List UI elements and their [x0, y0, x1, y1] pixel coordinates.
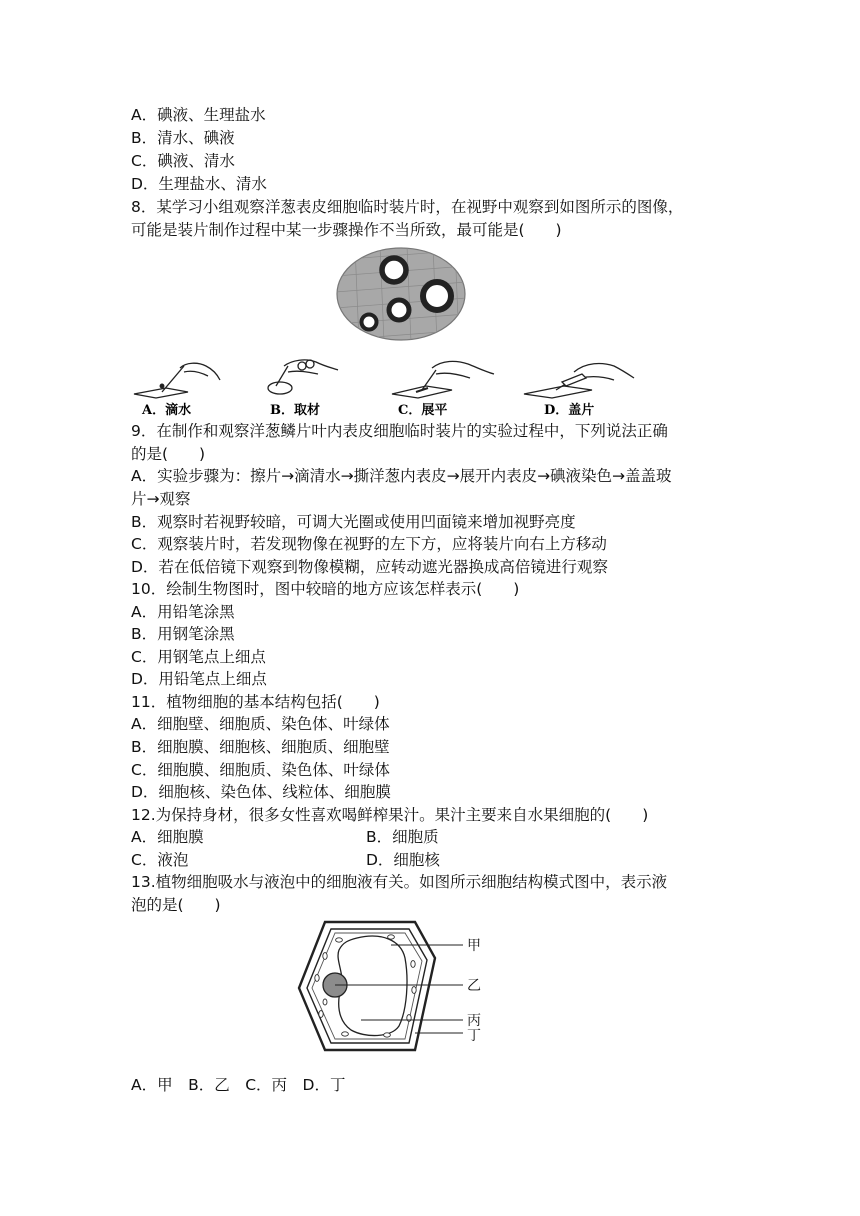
label-bing: 丙: [467, 1013, 481, 1029]
step-a-drip-water-illustration: [134, 363, 220, 398]
step-label-a: A．滴水: [142, 403, 192, 418]
q8-stem-line2: 可能是装片制作过程中某一步骤操作不当所致，最可能是( ): [131, 221, 562, 239]
label-yi: 乙: [467, 978, 481, 994]
q12-stem: 12.为保持身材，很多女性喜欢喝鲜榨果汁。果汁主要来自水果细胞的( ): [131, 806, 649, 824]
q12-option-a: A．细胞膜: [131, 828, 204, 846]
q11-option-a: A．细胞壁、细胞质、染色体、叶绿体: [131, 715, 390, 733]
q12-options-row2: [131, 849, 731, 871]
q10-option-a: A．用铅笔涂黑: [131, 603, 235, 621]
step-label-d: D．盖片: [544, 403, 595, 418]
q12-options-row1: [131, 826, 731, 848]
q9-option-b: B．观察时若视野较暗，可调大光圈或使用凹面镜来增加视野亮度: [131, 513, 576, 531]
step-b-take-material-illustration: [268, 360, 338, 394]
label-ding: 丁: [467, 1028, 481, 1044]
label-jia: 甲: [467, 938, 481, 954]
microscope-view-figure: [335, 246, 467, 342]
steps-figure: [128, 352, 648, 418]
q7-option-d: D．生理盐水、清水: [131, 175, 267, 193]
q9-stem-line1: 9．在制作和观察洋葱鳞片叶内表皮细胞临时装片的实验过程中，下列说法正确: [131, 422, 668, 440]
step-label-c: C．展平: [398, 403, 448, 418]
q12-option-d: D．细胞核: [366, 851, 440, 869]
q11-option-b: B．细胞膜、细胞核、细胞质、细胞壁: [131, 738, 390, 756]
q9-option-c: C．观察装片时，若发现物像在视野的左下方，应将装片向右上方移动: [131, 535, 607, 553]
q11-option-d: D．细胞核、染色体、线粒体、细胞膜: [131, 783, 391, 801]
step-label-b: B．取材: [270, 403, 320, 418]
q13-stem-line2: 泡的是( ): [131, 896, 221, 914]
q9-option-d: D．若在低倍镜下观察到物像模糊，应转动遮光器换成高倍镜进行观察: [131, 558, 608, 576]
q8-stem-line1: 8．某学习小组观察洋葱表皮细胞临时装片时，在视野中观察到如图所示的图像，: [131, 198, 684, 216]
q10-option-b: B．用钢笔涂黑: [131, 625, 235, 643]
q10-option-d: D．用铅笔点上细点: [131, 670, 267, 688]
q11-stem: 11．植物细胞的基本结构包括( ): [131, 693, 380, 711]
q13-options: A．甲 B．乙 C．丙 D．丁: [131, 1076, 346, 1094]
plant-cell-diagram: [295, 918, 495, 1056]
q12-option-b: B．细胞质: [366, 828, 439, 846]
q11-option-c: C．细胞膜、细胞质、染色体、叶绿体: [131, 761, 390, 779]
q9-option-a-line1: A．实验步骤为：擦片→滴清水→撕洋葱内表皮→展开内表皮→碘液染色→盖盖玻: [131, 467, 672, 485]
q7-option-c: C．碘液、清水: [131, 152, 235, 170]
q10-stem: 10．绘制生物图时，图中较暗的地方应该怎样表示( ): [131, 580, 520, 598]
step-d-cover-slip-illustration: [524, 364, 634, 398]
step-c-spread-flat-illustration: [392, 361, 494, 398]
q9-stem-line2: 的是( ): [131, 445, 206, 463]
q7-option-b: B．清水、碘液: [131, 129, 235, 147]
vacuole-shape: [338, 936, 407, 1036]
q12-option-c: C．液泡: [131, 851, 189, 869]
q13-stem-line1: 13.植物细胞吸水与液泡中的细胞液有关。如图所示细胞结构模式图中，表示液: [131, 873, 668, 891]
q7-option-a: A．碘液、生理盐水: [131, 106, 266, 124]
q10-option-c: C．用钢笔点上细点: [131, 648, 266, 666]
q9-option-a-line2: 片→观察: [131, 490, 191, 508]
